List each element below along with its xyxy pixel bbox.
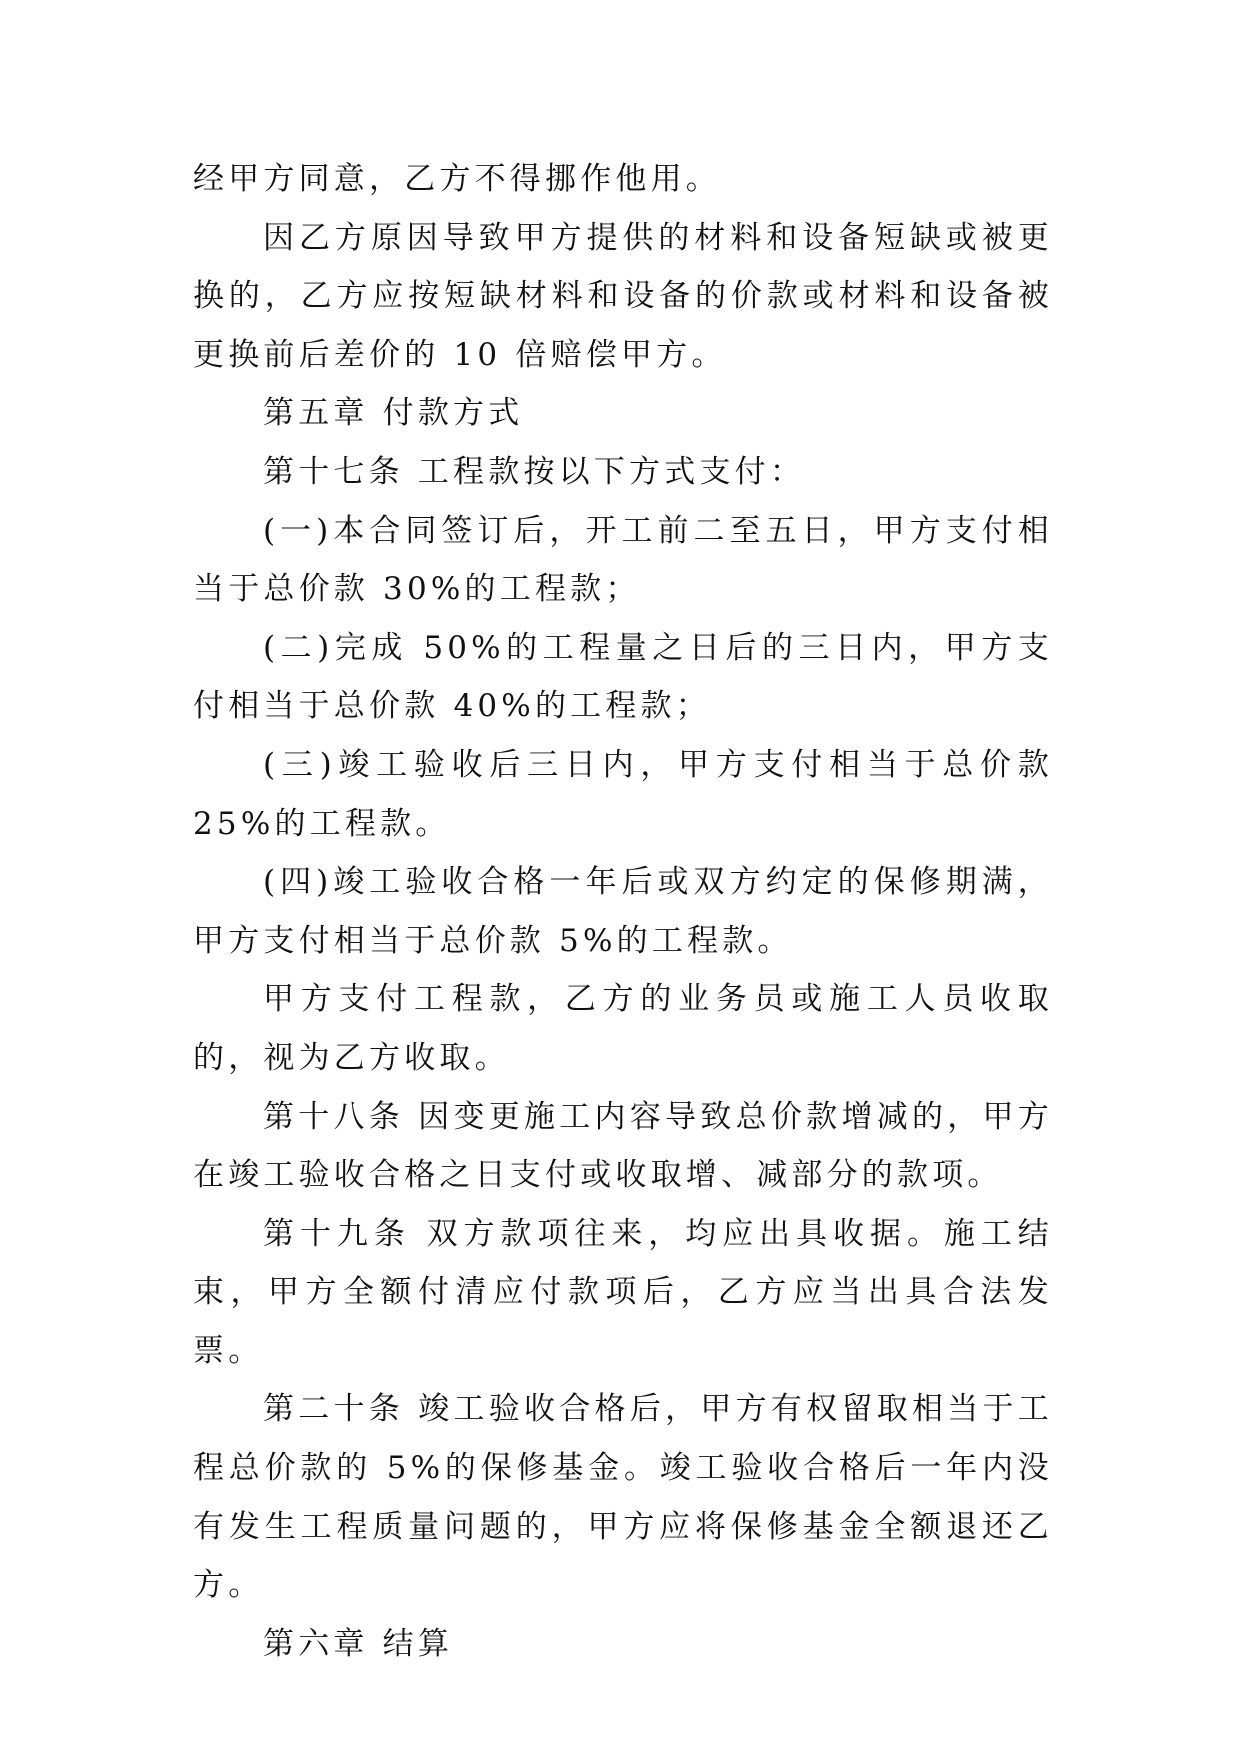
paragraph-1: 经甲方同意，乙方不得挪作他用。 (193, 161, 721, 197)
chapter-six-heading: 第六章 结算 (263, 1625, 454, 1662)
payment-item-2: (二)完成 50%的工程量之日后的三日内，甲方支付相当于总价款 40%的工程款； (193, 629, 1053, 725)
payment-item-3: (三)竣工验收后三日内，甲方支付相当于总价款 25%的工程款。 (193, 746, 1053, 842)
chapter-five-heading: 第五章 付款方式 (263, 395, 524, 432)
paragraph-2: 因乙方原因导致甲方提供的材料和设备短缺或被更换的，乙方应按短缺材料和设备的价款或材料和设备被更换前后差价的 10 倍赔偿甲方。 (193, 219, 1053, 373)
payment-collection-paragraph: 甲方支付工程款，乙方的业务员或施工人员收取的，视为乙方收取。 (193, 981, 1053, 1076)
article-18: 第十八条 因变更施工内容导致总价款增减的，甲方在竣工验收合格之日支付或收取增、减部分的款项。 (193, 1098, 1053, 1194)
document-body (193, 150, 1053, 1673)
article-19: 第十九条 双方款项往来，均应出具收据。施工结束，甲方全额付清应付款项后，乙方应当出具合法发票。 (193, 1215, 1053, 1369)
article-17: 第十七条 工程款按以下方式支付： (263, 453, 806, 490)
article-20: 第二十条 竣工验收合格后，甲方有权留取相当于工程总价款的 5%的保修基金。竣工验收合格后一年内没有发生工程质量问题的，甲方应将保修基金全额退还乙方。 (193, 1391, 1053, 1604)
payment-item-1: (一)本合同签订后，开工前二至五日，甲方支付相当于总价款 30%的工程款； (193, 512, 1053, 608)
payment-item-4: (四)竣工验收合格一年后或双方约定的保修期满，甲方支付相当于总价款 5%的工程款。 (193, 864, 1053, 959)
